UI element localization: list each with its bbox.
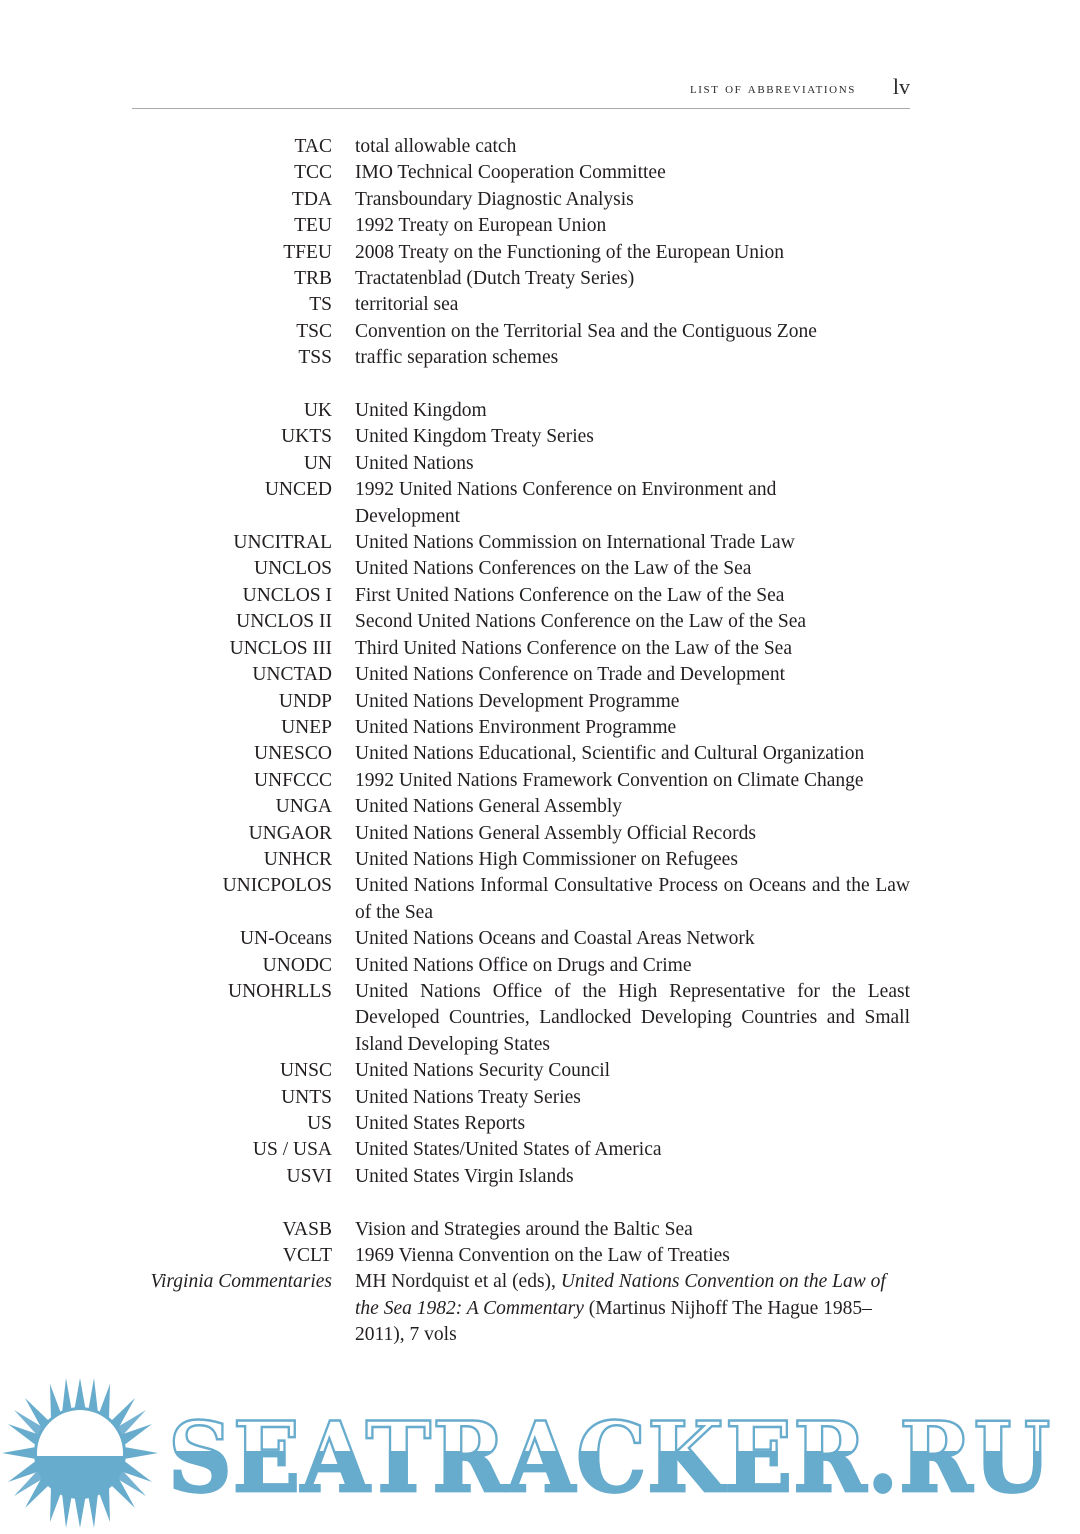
list-item: [132, 583, 910, 609]
list-item: [132, 213, 910, 239]
list-item: [132, 451, 910, 477]
abbreviation: US: [307, 1113, 332, 1135]
abbreviation: USVI: [286, 1165, 332, 1187]
list-item: [132, 266, 910, 292]
list-item: [132, 1085, 910, 1111]
definition: United Nations Conference on Trade and Development: [355, 664, 785, 686]
list-item: [132, 768, 910, 794]
definition: Third United Nations Conference on the Law of the Sea: [355, 637, 792, 659]
definition: total allowable catch: [355, 136, 517, 157]
list-item: [132, 873, 910, 926]
definition: Tractatenblad (Dutch Treaty Series): [355, 268, 635, 290]
definition: [355, 1269, 900, 1348]
definition: United Nations Office of the High Representative for the Least Developed Countries, Landlocked Developing Countries and Small Island Developing States: [355, 980, 910, 1055]
abbreviation: UNEP: [281, 716, 332, 738]
list-item: [132, 398, 910, 424]
abbreviation: TS: [309, 294, 332, 316]
definition: First United Nations Conference on the Law of the Sea: [355, 584, 785, 606]
abbreviation: UNICPOLOS: [222, 875, 332, 897]
definition: United Nations Informal Consultative Process on Oceans and the Law of the Sea: [355, 875, 910, 923]
definition: United Nations Treaty Series: [355, 1086, 581, 1108]
list-item: [132, 794, 910, 820]
definition: United Nations Security Council: [355, 1060, 611, 1082]
abbreviation: TCC: [294, 162, 332, 184]
definition: Transboundary Diagnostic Analysis: [355, 188, 634, 210]
list-item: [132, 424, 910, 450]
group-separator: [132, 1190, 910, 1216]
definition: IMO Technical Cooperation Committee: [355, 162, 666, 184]
definition: Second United Nations Conference on the Law of the Sea: [355, 611, 807, 633]
list-item: [132, 1111, 910, 1137]
definition: United Nations: [355, 452, 474, 474]
abbreviation: UNCLOS II: [236, 611, 332, 633]
definition: United Nations Oceans and Coastal Areas Network: [355, 928, 755, 950]
abbreviation: UNHCR: [263, 848, 332, 870]
list-item: [132, 1058, 910, 1084]
abbreviation: UNCLOS I: [242, 584, 332, 606]
abbreviation: UKTS: [281, 426, 332, 448]
definition: Convention on the Territorial Sea and the Contiguous Zone: [355, 320, 817, 342]
definition: United States Reports: [355, 1113, 526, 1135]
abbreviation: Virginia Commentaries: [150, 1271, 332, 1293]
definition: United Nations Conferences on the Law of the Sea: [355, 558, 752, 580]
abbreviation: TFEU: [283, 241, 332, 263]
abbreviation: UNSC: [279, 1060, 332, 1082]
list-item: [132, 821, 910, 847]
abbreviation: UNGA: [275, 796, 332, 818]
abbreviation: UNFCCC: [253, 769, 332, 791]
running-head: [132, 74, 910, 109]
definition: United Nations Commission on International Trade Law: [355, 532, 795, 554]
list-item: [132, 926, 910, 952]
list-item: [132, 1243, 910, 1269]
definition: United Nations Educational, Scientific and Cultural Organization: [355, 743, 865, 765]
list-item: [132, 662, 910, 688]
list-item: [132, 1164, 910, 1190]
abbreviation: UNTS: [281, 1086, 332, 1108]
abbreviation: UK: [303, 400, 332, 422]
list-item: [132, 345, 910, 371]
definition: United States/United States of America: [355, 1139, 662, 1161]
list-item: [132, 609, 910, 635]
list-item: [132, 1269, 910, 1348]
definition: 1992 United Nations Framework Convention on Climate Change: [355, 769, 864, 791]
abbreviation: UNCTAD: [252, 664, 332, 686]
definition-author: MH Nordquist et al (eds),: [355, 1271, 561, 1293]
abbreviation: UNCLOS III: [229, 637, 332, 659]
definition: 1992 United Nations Conference on Environment and Development: [355, 479, 777, 527]
abbreviation: UNCITRAL: [233, 532, 332, 554]
definition: United Nations Development Programme: [355, 690, 680, 712]
list-item: [132, 292, 910, 318]
definition: traffic separation schemes: [355, 347, 559, 369]
page-number: lv: [892, 74, 910, 99]
list-item: [132, 319, 910, 345]
watermark: [0, 1372, 1080, 1534]
list-item: [132, 134, 910, 160]
definition: United Kingdom: [355, 400, 487, 422]
abbreviation: TDA: [291, 188, 332, 210]
list-item: [132, 1137, 910, 1163]
watermark-text: SEATRACKER.RU: [168, 1401, 1052, 1514]
sun-over-sea-icon: [0, 1372, 160, 1534]
list-item: [132, 636, 910, 662]
abbreviation: VASB: [282, 1218, 332, 1240]
abbreviation: TAC: [294, 136, 332, 157]
list-item: [132, 979, 910, 1058]
list-item: [132, 715, 910, 741]
abbreviation: TSS: [298, 347, 332, 369]
definition: United Nations Environment Programme: [355, 716, 677, 738]
list-item: [132, 556, 910, 582]
definition-work-title: United Nations Convention on the Law of the Sea 1982: A Commentary: [355, 1271, 886, 1319]
list-item: [132, 847, 910, 873]
definition: United Nations Office on Drugs and Crime: [355, 954, 692, 976]
abbreviation-list: [132, 134, 910, 1349]
definition-publication: (Martinus Nijhoff The Hague 1985–2011), 7 vols: [355, 1297, 872, 1346]
abbreviation: TEU: [294, 215, 332, 237]
list-item: [132, 689, 910, 715]
abbreviation: UN: [303, 452, 332, 474]
abbreviation: VCLT: [282, 1245, 332, 1267]
abbreviation: UNCED: [264, 479, 332, 501]
definition: territorial sea: [355, 294, 459, 316]
definition: 2008 Treaty on the Functioning of the European Union: [355, 241, 784, 263]
abbreviation: UNOHRLLS: [227, 980, 332, 1002]
list-item: [132, 953, 910, 979]
abbreviation: TSC: [296, 320, 332, 342]
list-item: [132, 240, 910, 266]
abbreviation: UNGAOR: [248, 822, 332, 844]
abbreviation: UNDP: [278, 690, 332, 712]
abbreviation: UNODC: [262, 954, 332, 976]
list-item: [132, 1217, 910, 1243]
definition: Vision and Strategies around the Baltic Sea: [355, 1218, 693, 1240]
running-head-title: list of abbreviations: [689, 80, 856, 97]
definition: United Kingdom Treaty Series: [355, 426, 594, 448]
abbreviation: UNCLOS: [253, 558, 332, 580]
abbreviation: US / USA: [252, 1139, 332, 1161]
group-separator: [132, 372, 910, 398]
list-item: [132, 741, 910, 767]
abbreviation: UN-Oceans: [239, 928, 332, 950]
definition: United States Virgin Islands: [355, 1165, 574, 1187]
definition: United Nations General Assembly: [355, 796, 622, 818]
list-item: [132, 187, 910, 213]
definition: United Nations High Commissioner on Refugees: [355, 848, 738, 870]
definition: 1992 Treaty on European Union: [355, 215, 607, 237]
list-item: [132, 530, 910, 556]
list-item: [132, 160, 910, 186]
list-item: [132, 477, 910, 530]
definition: United Nations General Assembly Official Records: [355, 822, 756, 844]
abbreviation: TRB: [294, 268, 332, 290]
definition: 1969 Vienna Convention on the Law of Treaties: [355, 1245, 730, 1267]
abbreviation: UNESCO: [253, 743, 332, 765]
